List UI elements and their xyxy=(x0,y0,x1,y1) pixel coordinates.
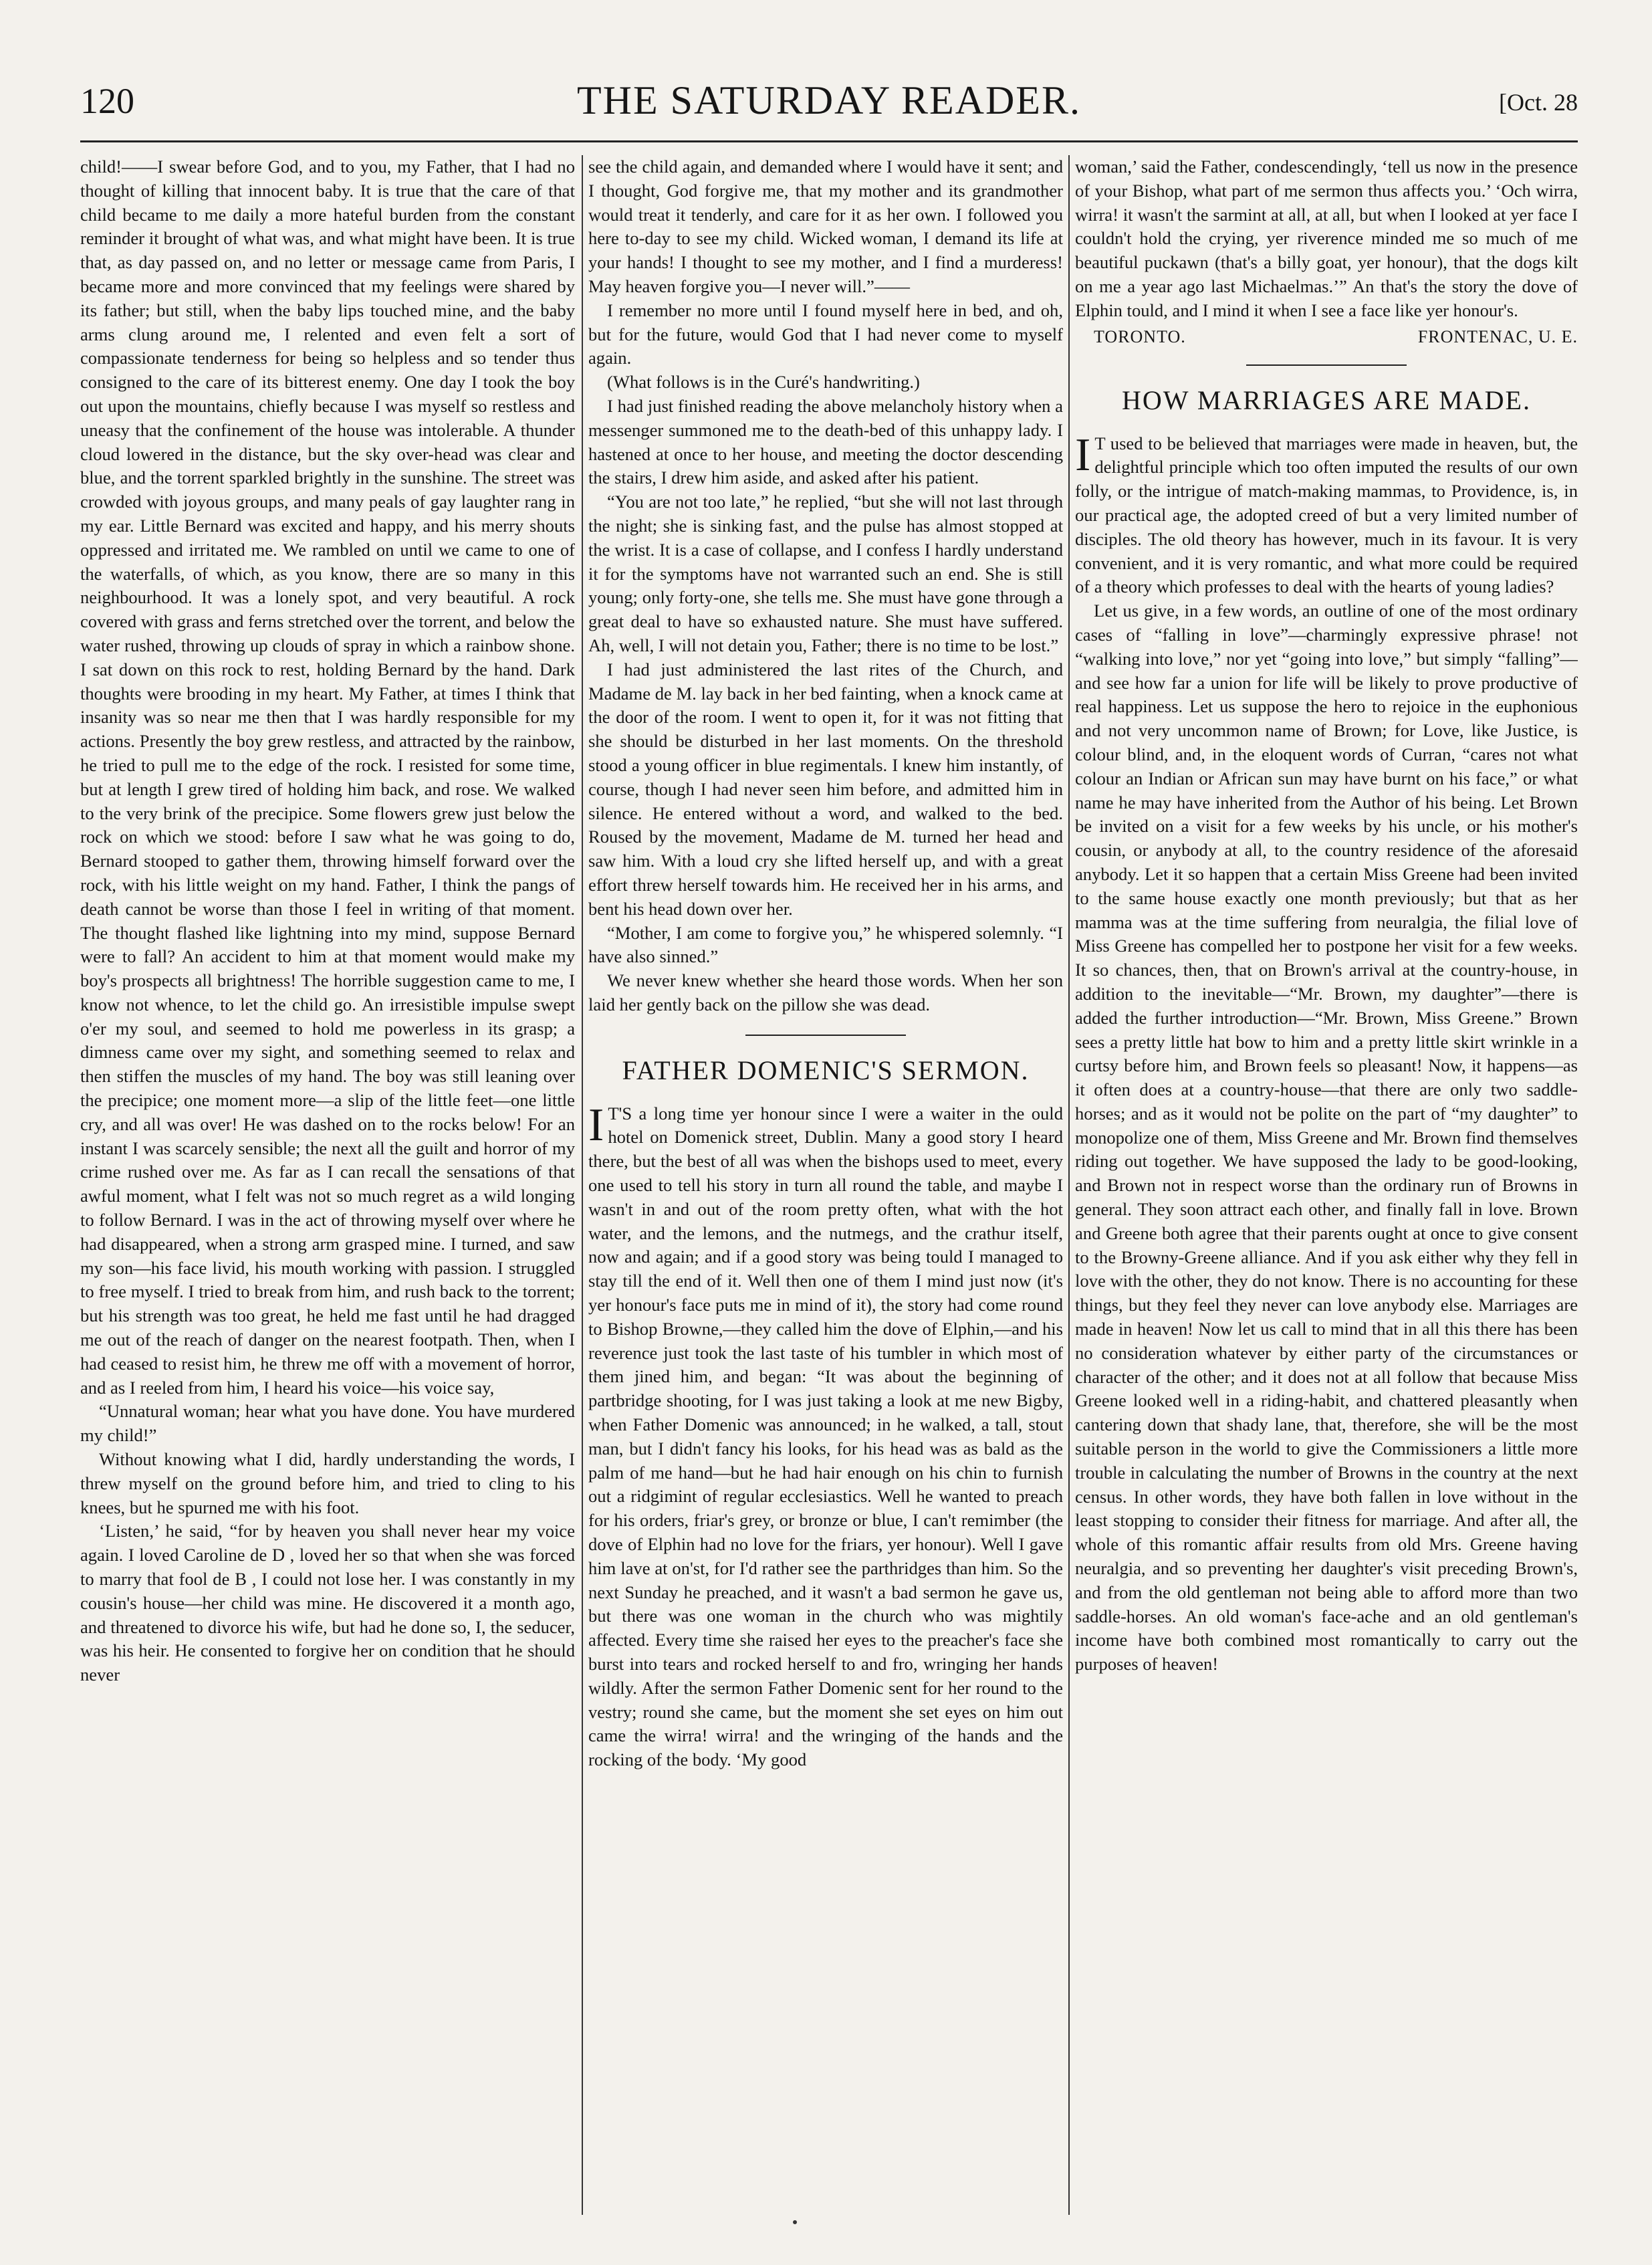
column-divider xyxy=(582,155,583,2215)
column-3 xyxy=(1075,155,1578,2215)
page-header xyxy=(80,72,1578,139)
body-paragraph: IT'S a long time yer honour since I were a waiter in the ould hotel on Domenick street, Dublin. Many a good story I heard there, but the best of all was when the bishops used to meet, every one used to tell his story in turn all round the table, and maybe I wasn't in and out of the room pretty often, what with the hot water, and the lemons, and the nutmegs, and the crathur itself, now and again; and if a good story was being tould I managed to stay till the end of it. Well then one of them I mind just now (it's yer honour's face puts me in mind of it), the story had come round to Bishop Browne,—they called him the dove of Elphin,—and his reverence just took the last taste of his tumbler in which most of them jined him, and began: “It was about the beginning of partbridge shooting, for I was just taking a look at me new Bigby, when Father Domenic was announced; in he walked, a tall, stout man, but I didn't fancy his looks, for his head was as bald as the palm of me hand—but he had hair enough on his chin to furnish out a ridgimint of regular ecclesiastics. Well he wanted to preach for his orders, friar's grey, or bronze or blue, I can't remimber (the dove of Elphin had no love for the friars, yer honour). Well I gave him lave at on'st, for I'd rather see the parthridges than him. So the next Sunday he preached, and it wasn't a bad sermon he gave us, but there was one woman in the church who was mightily affected. Every time she raised her eyes to the preacher's face she burst into tears and rocked herself to and fro, wringing her hands wildly. After the sermon Father Domenic sent for her round to the vestry; round she came, but the moment she set eyes on him out came the wirra! wirra! and the wringing of the hands and the rocking of the body. ‘My good xyxy=(588,1099,1063,1770)
body-paragraph: Let us give, in a few words, an outline of one of the most ordinary cases of “falling in love”—charmingly expressive phrase! not “walking into love,” nor yet “going into love,” but simply “falling”—and see how far a union for life will be likely to prove productive of real happiness. Let us suppose the hero to rejoice in the euphonious and not very uncommon name of Brown; for Love, like Justice, is colour blind, and, in the eloquent words of Curran, “cares not what colour an Indian or African sun may have burnt on his face,” or what name he may have inherited from the Author of his being. Let Brown be invited on a visit for a few weeks by his uncle, or his mother's cousin, or anybody at all, to the country residence of the aforesaid anybody. Let it so happen that a certain Miss Greene had been invited to the same house exactly one month previously; but that as her mamma was at the time suffering from neuralgia, the filial love of Miss Greene has compelled her to postpone her visit for a few weeks. It so chances, then, that on Brown's arrival at the country-house, in addition to the inevitable—“Mr. Brown, my daughter”—there is added the further introduction—“Mr. Brown, Miss Greene.” Brown sees a pretty little hat bow to him and a pretty little skirt wrinkle in a curtsy before him, and Brown feels so pleasant! Now, it happens—as it often does at a country-house—that there are only two saddle-horses; and as it would not be polite on the part of “my daughter” to monopolize one of them, Miss Greene and Mr. Brown find themselves riding out together. We have supposed the lady to be good-looking, and Brown not in respect worse than the ordinary run of Browns in general. They soon attract each other, and finally fall in love. Brown and Greene both agree that their parents ought at once to give consent to the Browny-Greene alliance. And if you ask either why they fell in love with the other, they do not know. There is no accounting for these things, but they feel they never can love anybody else. Marriages are made in heaven! Now let us call to mind that in all this there has been no consideration whatever by either party of the circumstances or character of the other; and it does not at all follow that because Miss Greene looked well in a riding-habit, and chattered pleasantly when cantering down that shady lane, that, therefore, she will be the most suitable person in the world to give the Commissioners a little more trouble in calculating the number of Browns in the country at the next census. In other words, they have both fallen in love without in the least stopping to consider their fitness for marriage. And after all, the whole of this romantic affair results from old Mrs. Greene having neuralgia, and so preventing her daughter's visit preceding Brown's, and from the old gentleman not being able to afford more than two saddle-horses. An old woman's face-ache and an old gentleman's income have both combined most romantically to carry out the purposes of heaven! xyxy=(1075,601,1578,1675)
masthead-title: THE SATURDAY READER. xyxy=(577,78,1081,122)
column-2 xyxy=(588,155,1063,2215)
column-divider xyxy=(1068,155,1070,2215)
body-paragraph: “You are not too late,” he replied, “but she will not last through the night; she is sinking fast, and the pulse has almost stopped at the wrist. It is a case of collapse, and I confess I hardly understand it for the symptoms have not warranted such an end. She is still young; only forty-one, she tells me. She must have gone through a great deal to have so exhausted nature. She must have suffered. Ah, well, I will not detain you, Father; there is no time to be lost.” xyxy=(588,492,1063,655)
section-title-sermon: FATHER DOMENIC'S SERMON. xyxy=(622,1055,1030,1085)
signoff-place: TORONTO. xyxy=(1094,326,1186,346)
body-paragraph: Without knowing what I did, hardly understanding the words, I threw myself on the ground before him, and tried to cling to his knees, but he spurned me with his foot. xyxy=(80,1449,575,1517)
body-paragraph: I remember no more until I found myself here in bed, and oh, but for the future, would God that I had never come to myself again. xyxy=(588,300,1063,368)
column-1 xyxy=(80,155,575,2215)
body-paragraph: “Unnatural woman; hear what you have done. You have murdered my child!” xyxy=(80,1401,575,1446)
section-divider xyxy=(745,1035,906,1036)
section-divider xyxy=(1246,364,1407,366)
article-signoff xyxy=(1075,327,1578,347)
body-paragraph: We never knew whether she heard those words. When her son laid her gently back on the pillow she was dead. xyxy=(588,970,1063,1014)
page-number: 120 xyxy=(80,81,134,121)
body-paragraph: IT used to be believed that marriages were made in heaven, but, the delightful principle which too often imputed the results of our own folly, or the intrigue of match-making mammas, to Providence, is, in our practical age, the adopted creed of but a very limited number of disciples. The old theory has however, much in its favour. It is very convenient, and it is very romantic, and what more could be required of a theory which professes to deal with the hearts of young ladies? xyxy=(1075,429,1578,597)
body-paragraph: (What follows is in the Curé's handwriting.) xyxy=(607,372,920,393)
body-paragraph: ‘Listen,’ he said, “for by heaven you shall never hear my voice again. I loved Caroline de D , loved her so that when she was forced to marry that fool de B , I could not lose her. I was constantly in my cousin's house—her child was mine. He discovered it a month ago, and threatened to divorce his wife, but had he done so, I, the seducer, was his heir. He consented to forgive her on condition that he should never xyxy=(80,1521,575,1685)
body-paragraph: see the child again, and demanded where I would have it sent; and I thought, God forgive me, that my mother and its grandmother would treat it tenderly, and care for it as her own. I followed you here to-day to see my child. Wicked woman, I demand its life at your hands! I thought to see my mother, and I find a murderess! May heaven forgive you—I never will.”—— xyxy=(588,156,1063,296)
body-paragraph: I had just administered the last rites of the Church, and Madame de M. lay back in her bed fainting, when a knock came at the door of the room. I went to open it, for it was not fitting that she should be disturbed in her last moments. On the threshold stood a young officer in blue regimentals. I knew him instantly, of course, though I had never seen him before, and admitted him in silence. He entered without a word, and walked to the bed. Roused by the movement, Madame de M. turned her head and saw him. With a loud cry she lifted herself up, and with a great effort threw herself towards him. He received her in his arms, and bent his head down over her. xyxy=(588,659,1063,919)
body-paragraph: woman,’ said the Father, condescendingly, ‘tell us now in the presence of your Bishop, what part of me sermon thus affects you.’ ‘Och wirra, wirra! it wasn't the sarmint at all, at all, but when I looked at yer face I couldn't hold the crying, yer riverence minded me so much of me beautiful puckawn (that's a billy goat, yer honour), that the dogs kilt on me a year ago last Michaelmas.’” An that's the story the dove of Elphin tould, and I mind it when I see a face like yer honour's. xyxy=(1075,156,1578,320)
body-paragraph: “Mother, I am come to forgive you,” he whispered solemnly. “I have also sinned.” xyxy=(588,922,1063,967)
issue-date: [Oct. 28 xyxy=(1499,89,1578,116)
footer-mark xyxy=(793,2220,797,2224)
body-paragraph: child!——I swear before God, and to you, my Father, that I had no thought of killing that innocent baby. It is true that the care of that child became to me daily a more hateful burden from the constant reminder it brought of what was, and what might have been. It is true that, as day passed on, and no letter or message came from Paris, I became more and more convinced that my feelings were shared by its father; but still, when the baby lips touched mine, and the baby arms clung around me, I relented and even felt a sort of compassionate tenderness for being so helpless and so tender thus consigned to the care of its bitterest enemy. One day I took the boy out upon the mountains, chiefly because I was myself so restless and uneasy that the confinement of the house was intolerable. A thunder cloud lowered in the distance, but the sky over-head was clear and blue, and the torrent sparkled brightly in the sunshine. The street was crowded with joyous groups, and many peals of gay laughter rang in my ear. Little Bernard was excited and happy, and his merry shouts oppressed and irritated me. We rambled on until we came to one of the waterfalls, of which, as you know, there are so many in this neighbourhood. It was a lonely spot, and very beautiful. A rock covered with grass and ferns stretched over the torrent, and below the water rushed, throwing up clouds of spray in which a rainbow shone. I sat down on this rock to rest, holding Bernard by the hand. Dark thoughts were brooding in my heart. My Father, at times I think that insanity was so near me then that I was hardly responsible for my actions. Presently the boy grew restless, and attracted by the rainbow, he tried to pull me to the edge of the rock. I resisted for some time, but at length I grew tired of holding him back, and rose. We walked to the very brink of the precipice. Some flowers grew just below the rock on which we stood: before I saw what he was going to do, Bernard stooped to gather them, throwing himself forward over the rock, with his little weight on my hand. Father, I think the pangs of death cannot be worse than those I feel in writing of that moment. The thought flashed like lightning into my mind, suppose Bernard were to fall? An accident to him at that moment would make my boy's prospects all brightness! The horrible suggestion came to me, I know not whence, to let the child go. An irresistible impulse swept o'er my soul, and seemed to hold me powerless in its grasp; a dimness came over my sight, and something seemed to relax and then stiffen the muscles of my hand. The boy was still leaning over the precipice; one moment more—a slip of the little feet—one little cry, and all was over! He was dashed on to the rocks below! For an instant I was scarcely sensible; the next all the guilt and horror of my crime rushed over me. As far as I can recall the sensations of that awful moment, what I felt was not so much regret as a wild longing to follow Bernard. I was in the act of throwing myself over where he had disappeared, when a strong arm grasped mine. I turned, and saw my son—his face livid, his mouth working with passion. I struggled to free myself. I tried to break from him, and rush back to the torrent; but his strength was too great, he held me fast until he had dragged me out of the reach of danger on the nearest footpath. Then, when I had ceased to resist him, he threw me off with a movement of horror, and as I reeled from him, I heard his voice—his voice say, xyxy=(80,156,575,1398)
header-rule xyxy=(80,140,1578,142)
body-paragraph: I had just finished reading the above melancholy history when a messenger summoned me to the death-bed of this unhappy lady. I hastened at once to her house, and meeting the doctor descending the stairs, I drew him aside, and asked after his patient. xyxy=(588,395,1063,488)
section-title-marriages: HOW MARRIAGES ARE MADE. xyxy=(1122,385,1531,415)
signoff-author: FRONTENAC, U. E. xyxy=(1417,326,1578,346)
